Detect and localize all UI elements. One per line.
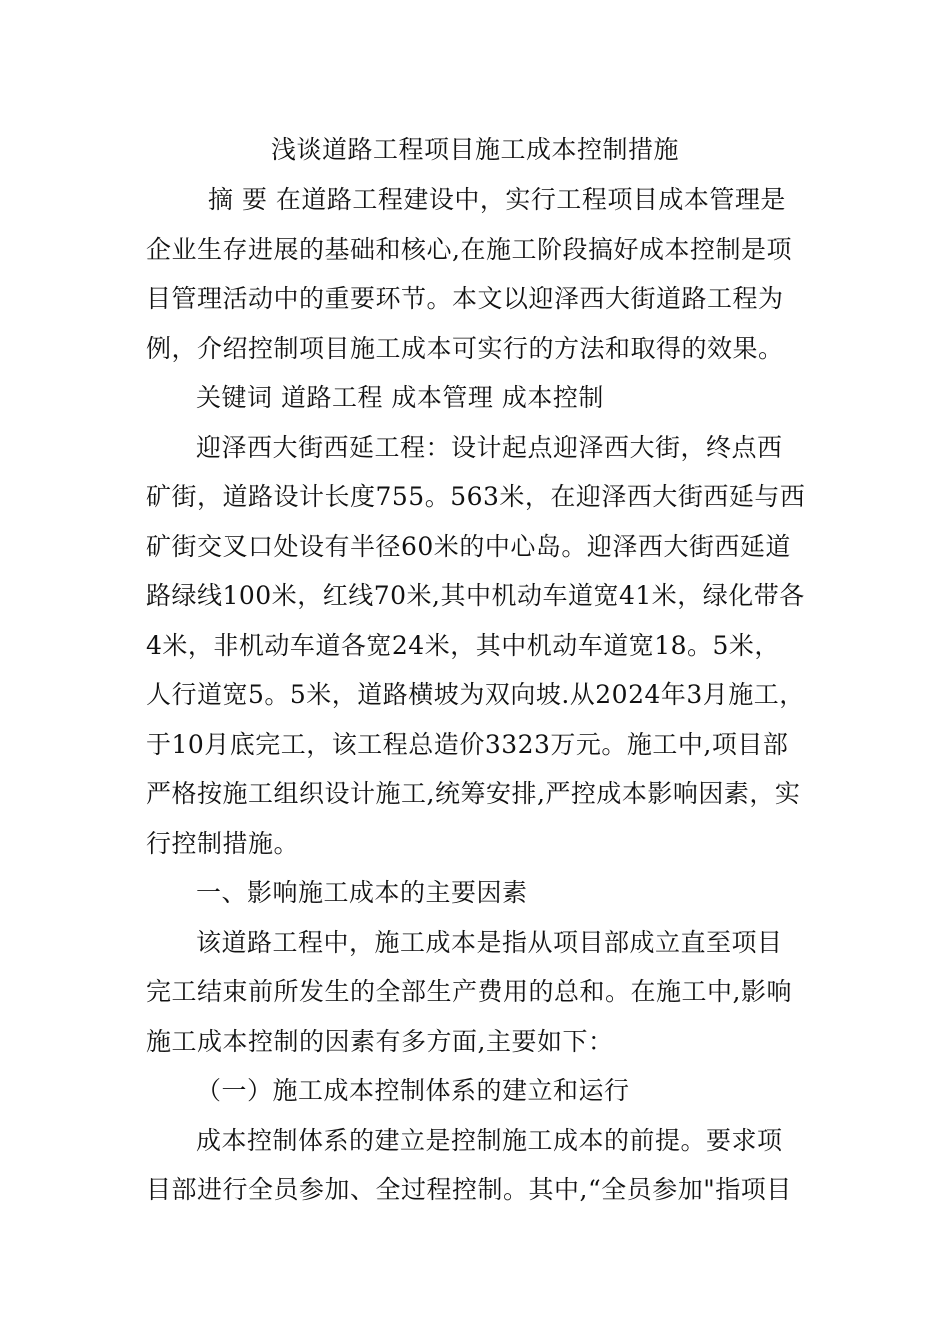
body-paragraph-line: 路绿线100米，红线70米,其中机动车道宽41米，绿化带各 xyxy=(146,581,805,610)
body-paragraph-line: 4米，非机动车道各宽24米，其中机动车道宽18。5米， xyxy=(146,631,780,660)
body-paragraph-line: 人行道宽5。5米，道路横坡为双向坡.从2024年3月施工， xyxy=(146,680,805,709)
abstract-line-2: 企业生存进展的基础和核心,在施工阶段搞好成本控制是项 xyxy=(146,235,792,264)
document-title: 浅谈道路工程项目施工成本控制措施 xyxy=(270,135,679,164)
body-paragraph-line: 严格按施工组织设计施工,统筹安排,严控成本影响因素，实 xyxy=(146,779,801,808)
body-paragraph-line: 目部进行全员参加、全过程控制。其中,“全员参加"指项目 xyxy=(146,1175,792,1204)
body-paragraph-line: 该道路工程中，施工成本是指从项目部成立直至项目 xyxy=(196,928,783,957)
section-heading: 一、影响施工成本的主要因素 xyxy=(196,878,528,907)
body-paragraph-line: 矿街，道路设计长度755。563米，在迎泽西大街西延与西 xyxy=(146,482,806,511)
body-paragraph-line: 施工成本控制的因素有多方面,主要如下： xyxy=(146,1027,614,1056)
abstract-line-1: 摘 要 在道路工程建设中，实行工程项目成本管理是 xyxy=(208,185,786,214)
abstract-line-4: 例，介绍控制项目施工成本可实行的方法和取得的效果。 xyxy=(146,334,784,363)
body-paragraph-line: 于10月底完工，该工程总造价3323万元。施工中,项目部 xyxy=(146,730,789,759)
body-paragraph-line: 矿街交叉口处设有半径60米的中心岛。迎泽西大街西延道 xyxy=(146,532,791,561)
body-paragraph-line: 完工结束前所发生的全部生产费用的总和。在施工中,影响 xyxy=(146,977,792,1006)
subsection-heading: （一）施工成本控制体系的建立和运行 xyxy=(196,1076,630,1105)
body-paragraph-line: 迎泽西大街西延工程：设计起点迎泽西大街，终点西 xyxy=(196,433,783,462)
body-paragraph-line: 行控制措施。 xyxy=(146,829,300,858)
body-paragraph-line: 成本控制体系的建立是控制施工成本的前提。要求项 xyxy=(196,1126,783,1155)
abstract-line-3: 目管理活动中的重要环节。本文以迎泽西大街道路工程为 xyxy=(146,284,784,313)
keywords-line: 关键词 道路工程 成本管理 成本控制 xyxy=(196,383,604,412)
